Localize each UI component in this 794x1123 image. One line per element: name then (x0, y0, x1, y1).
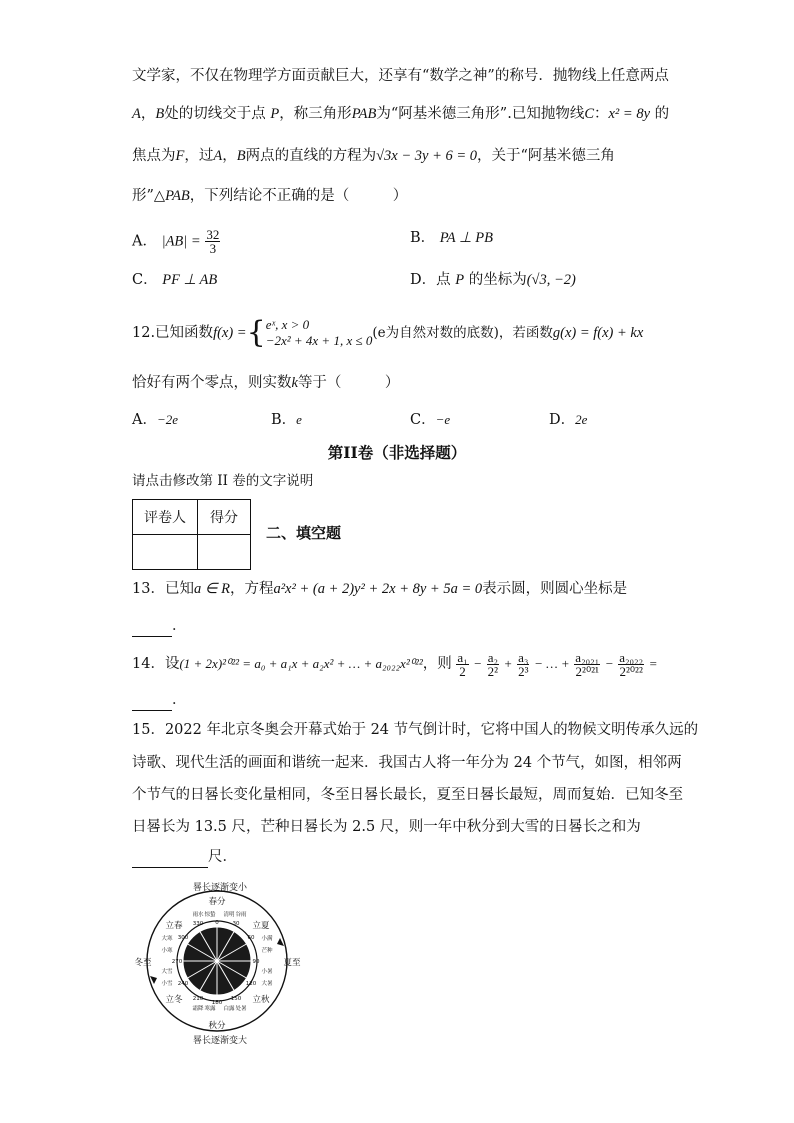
answer-blank[interactable] (132, 690, 172, 711)
circle-equation: a²x² + (a + 2)y² + 2x + 8y + 5a = 0 (273, 581, 483, 597)
denominator: 3 (209, 241, 217, 256)
label-xiazhi: 夏至 (283, 958, 301, 968)
q11-line1: 文学家，不仅在物理学方面贡献巨大，还享有“数学之神”的称号．抛物线上任意两点 (132, 68, 669, 84)
degree-270: 270 (171, 959, 183, 965)
score-header: 得分 (198, 500, 251, 535)
piecewise-cases (266, 317, 373, 349)
denominator: 2² (487, 663, 499, 679)
degree-150: 150 (230, 996, 242, 1002)
triangle-pab: PAB (165, 188, 190, 204)
text: ，方程 (229, 581, 274, 597)
function-g: g(x) = f(x) + kx (552, 325, 644, 341)
option-value: −e (435, 412, 451, 427)
label-mangzhong: 芒种 (261, 948, 273, 954)
q12-option-a[interactable] (132, 410, 178, 430)
point-b: B (155, 106, 165, 122)
text: 焦点为 (132, 148, 176, 164)
degree-180: 180 (211, 1000, 223, 1006)
coordinate: (√3, −2) (526, 272, 576, 288)
label-bailu: 白露 (223, 1006, 235, 1012)
binomial-expansion: (1 + 2x)²⁰²² = a₀ + a₁x + a₂x² + … + a₂₀₂₂x²⁰²² (179, 656, 423, 671)
degree-240: 240 (177, 981, 189, 987)
point-p: P (455, 272, 465, 288)
option-label: B． (410, 230, 436, 246)
degree-60: 60 (247, 935, 255, 941)
label-lixia: 立夏 (252, 921, 270, 931)
degree-210: 210 (192, 996, 204, 1002)
fill-in-heading: 二、填空题 (266, 524, 342, 542)
label-lichun: 立春 (165, 921, 183, 931)
degree-30: 30 (232, 921, 240, 927)
condition: a ∈ R (193, 581, 230, 597)
text: 等于（ ） (297, 375, 400, 391)
label-dongzhi: 冬至 (134, 958, 152, 968)
q12-line2 (132, 373, 399, 393)
text: ，关于“阿基米德三角 (477, 148, 615, 164)
option-label: A． (132, 233, 157, 250)
label-chushu: 处暑 (235, 1006, 247, 1012)
score-cell[interactable] (198, 535, 251, 570)
option-label: C． (410, 412, 436, 428)
label-qingming: 清明 (223, 912, 235, 918)
text: 处的切线交于点 (164, 106, 266, 122)
option-math: PF ⊥ AB (162, 272, 218, 288)
text: 两点的直线的方程为 (245, 148, 377, 164)
denominator: 2 (459, 663, 466, 679)
unit-suffix: 尺． (208, 849, 237, 865)
colon: ： (594, 106, 609, 122)
q15-line1: 15．2022 年北京冬奥会开幕式始于 24 节气倒计时，它将中国人的物候文明传承久远的 (132, 722, 699, 738)
text: 的坐标为 (468, 272, 527, 288)
period: ． (172, 618, 187, 634)
operator: − (473, 656, 483, 671)
option-value: 2e (575, 412, 588, 427)
label-xiaoman: 小满 (261, 936, 273, 942)
text: 恰好有两个零点，则实数 (132, 375, 292, 391)
option-math: PA ⊥ PB (439, 230, 493, 246)
q13-line1 (132, 579, 627, 599)
term-3 (517, 651, 529, 678)
numerator: a₂₀₂₂ (619, 649, 644, 665)
term-4 (574, 651, 600, 678)
degree-90: 90 (252, 959, 260, 965)
period: ． (172, 692, 187, 708)
denominator: 2²⁰²¹ (575, 663, 599, 679)
q13-answer-line[interactable] (132, 616, 187, 637)
label-chunfen: 春分 (208, 897, 226, 907)
option-label: D． (549, 412, 576, 428)
grading-table (132, 499, 251, 570)
numerator: a₁ (457, 649, 468, 665)
text: ，过 (184, 148, 214, 164)
label-xiaohan: 小寒 (161, 948, 173, 954)
point-p: P (270, 106, 280, 122)
denominator: 2³ (518, 663, 529, 679)
point-a: A (132, 106, 141, 122)
q12-option-b[interactable] (271, 410, 302, 430)
point-a: A (213, 148, 223, 164)
operator: + (503, 656, 513, 671)
term-5 (618, 651, 644, 678)
text: 12.已知函数 (132, 325, 214, 341)
q12-option-c[interactable] (410, 410, 450, 430)
q11-option-d[interactable] (410, 270, 576, 290)
operator: − … + (534, 656, 570, 671)
comma: ， (140, 106, 156, 122)
focus-f: F (175, 148, 185, 164)
degree-120: 120 (245, 981, 257, 987)
line-equation: √3x − 3y + 6 = 0 (376, 148, 478, 164)
brace-icon: { (246, 315, 266, 350)
text: (e为自然对数的底数)，若函数 (372, 325, 553, 341)
label-lidong: 立冬 (165, 995, 183, 1005)
section-note[interactable]: 请点击修改第 II 卷的文字说明 (132, 473, 314, 489)
numerator: 32 (206, 227, 220, 242)
option-value: −2e (156, 412, 179, 427)
option-label: C． (132, 272, 158, 288)
text: 14．设 (132, 656, 180, 672)
variable-k: k (291, 375, 298, 391)
operator: = (648, 656, 658, 671)
caption-bottom: 晷长逐渐变大 (192, 1036, 248, 1046)
text: 为“阿基米德三角形”.已知抛物线 (376, 106, 585, 122)
label-xiaoshu: 小暑 (261, 969, 273, 975)
case-1: eˣ, x > 0 (265, 317, 310, 332)
q15-line3: 个节气的日晷长变化量相同，冬至日晷长最长，夏至日晷长最短，周而复始．已知冬至 (132, 787, 683, 803)
q12-line1 (132, 316, 643, 350)
grader-header: 评卷人 (133, 500, 198, 535)
q15-answer-line[interactable] (132, 847, 237, 868)
label-guyu: 谷雨 (235, 912, 247, 918)
q11-line4 (132, 186, 407, 206)
text: 的 (654, 106, 670, 122)
parabola-equation: x² = 8y (608, 106, 651, 122)
label-jingzhe: 惊蛰 (204, 912, 216, 918)
comma: ， (222, 148, 237, 164)
solar-terms-figure (130, 878, 310, 1048)
point-b: B (236, 148, 246, 164)
q14-line1 (132, 650, 658, 678)
case-2: −2x² + 4x + 1, x ≤ 0 (265, 333, 373, 348)
function-f: f(x) = (213, 325, 247, 341)
text: 13．已知 (132, 581, 194, 597)
degree-300: 300 (177, 935, 189, 941)
text: 表示圆，则圆心坐标是 (482, 581, 628, 597)
numerator: a₂₀₂₁ (575, 649, 600, 665)
degree-0: 0 (215, 920, 219, 926)
fraction (205, 228, 220, 255)
q15-line4: 日晷长为 13.5 尺，芒种日晷长为 2.5 尺，则一年中秋分到大雪的日晷长之和为 (132, 819, 641, 835)
q12-option-d[interactable] (549, 410, 587, 430)
text: ，下列结论不正确的是（ ） (189, 188, 408, 204)
label-dashu: 大暑 (261, 981, 273, 987)
triangle-pab: PAB (351, 106, 377, 122)
option-label: D．点 (410, 272, 451, 288)
section-title: 第II卷（非选择题） (327, 443, 467, 462)
option-value: e (296, 412, 302, 427)
text: ，称三角形 (279, 106, 352, 122)
q14-answer-line[interactable] (132, 690, 187, 711)
label-yushui: 雨水 (192, 912, 204, 918)
answer-blank[interactable] (132, 847, 208, 868)
term-1 (456, 651, 468, 678)
degree-330: 330 (192, 921, 204, 927)
label-xiaoxue: 小雪 (161, 981, 173, 987)
option-label: B． (271, 412, 297, 428)
text: ，则 (422, 656, 452, 672)
label-dahan: 大寒 (161, 936, 173, 942)
grader-cell[interactable] (133, 535, 198, 570)
q11-line3 (132, 146, 615, 166)
text: 形”△ (132, 188, 166, 204)
ab-length: |AB| = (161, 233, 201, 250)
numerator: a₂ (487, 649, 499, 665)
q11-line2 (132, 104, 669, 124)
q11-option-c[interactable] (132, 270, 217, 290)
q11-option-b[interactable] (410, 228, 493, 248)
q15-line2: 诗歌、现代生活的画面和谐统一起来．我国古人将一年分为 24 个节气，如图，相邻两 (132, 755, 682, 771)
denominator: 2²⁰²² (619, 663, 643, 679)
parabola-c: C (584, 106, 594, 122)
numerator: a₃ (518, 649, 529, 665)
label-daxue: 大雪 (161, 969, 173, 975)
answer-blank[interactable] (132, 616, 172, 637)
q11-option-a[interactable] (132, 228, 220, 255)
operator: − (604, 656, 614, 671)
label-liqiu: 立秋 (252, 995, 270, 1005)
term-2 (487, 651, 499, 678)
label-qiufen: 秋分 (208, 1021, 226, 1031)
label-shuangjiang: 霜降 (192, 1006, 204, 1012)
label-hanlu: 寒露 (204, 1006, 216, 1012)
option-label: A． (132, 412, 157, 428)
caption-top: 晷长逐渐变小 (192, 883, 248, 893)
